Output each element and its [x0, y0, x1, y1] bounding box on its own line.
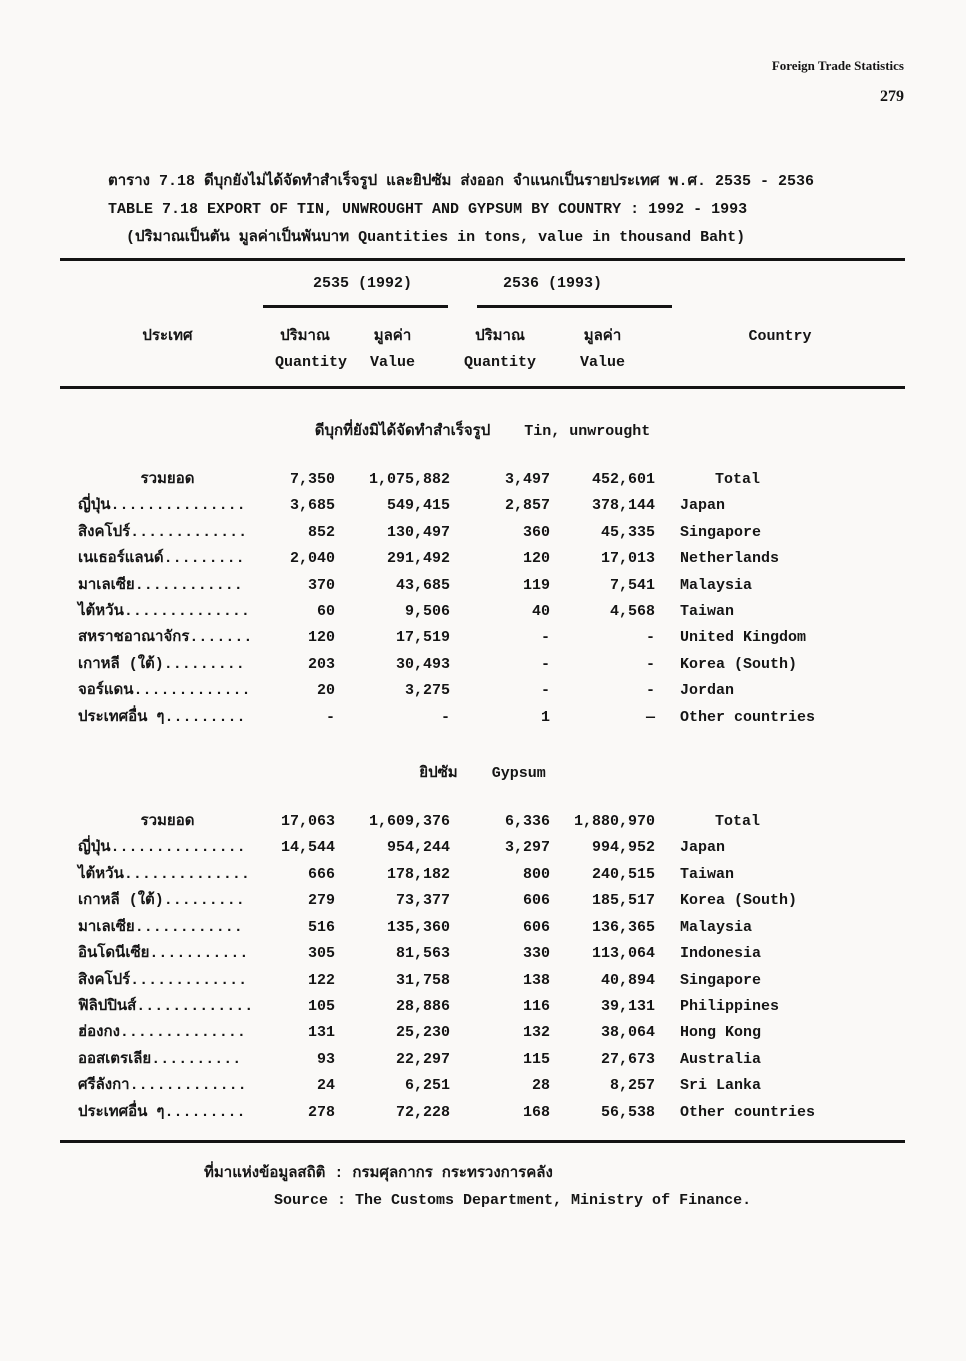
cell-quantity-1992: 131 [307, 1024, 335, 1042]
cell-quantity-1992: 278 [307, 1103, 335, 1121]
cell-country-eng: Other countries [680, 1103, 816, 1121]
year-group-1993: 2536 (1993) [502, 274, 603, 292]
cell-value-1992: 25,230 [395, 1024, 450, 1042]
cell-quantity-1992: 279 [307, 892, 335, 910]
table-row [60, 888, 905, 914]
column-header-quantity-1993 [450, 324, 550, 376]
table-title-english: TABLE 7.18 EXPORT OF TIN, UNWROUGHT AND GYPSUM BY COUNTRY : 1992 - 1993 [108, 201, 748, 218]
table-row [60, 625, 905, 651]
cell-country-eng: United Kingdom [680, 629, 807, 647]
cell-quantity-1993: 40 [531, 603, 550, 621]
table-row [60, 652, 905, 678]
cell-quantity-1993: 606 [522, 892, 550, 910]
cell-quantity-1992: 20 [316, 682, 335, 700]
column-header-country-thai: ประเทศ [142, 328, 193, 345]
cell-country-thai: มาเลเซีย............ [78, 918, 243, 936]
cell-quantity-1993: 116 [522, 997, 550, 1015]
cell-quantity-1992: 105 [307, 997, 335, 1015]
title-block [108, 168, 906, 252]
cell-quantity-1993: 3,297 [504, 839, 550, 857]
cell-value-1993: 240,515 [591, 865, 655, 883]
cell-quantity-1992: 14,544 [280, 839, 335, 857]
table-body [60, 419, 905, 1143]
cell-value-1993: 1,880,970 [573, 813, 655, 831]
year-header-row [60, 261, 905, 305]
cell-quantity-1993: 360 [522, 523, 550, 541]
cell-country-eng: Total [715, 813, 761, 831]
cell-country-eng: Taiwan [680, 603, 735, 621]
cell-value-1992: 291,492 [386, 550, 450, 568]
section-tin [60, 419, 905, 731]
cell-value-1993: - [645, 655, 655, 673]
cell-country-eng: Japan [680, 497, 726, 515]
year-group-underline [477, 305, 672, 308]
table-row [60, 994, 905, 1020]
section-title-eng: Gypsum [491, 765, 546, 783]
cell-country-thai: มาเลเซีย............ [78, 576, 243, 594]
cell-value-1993: 113,064 [591, 945, 655, 963]
cell-country-eng: Jordan [680, 682, 735, 700]
cell-country-eng: Hong Kong [680, 1024, 762, 1042]
cell-country-thai: ประเทศอื่น ๆ......... [78, 708, 246, 726]
cell-value-1993: 40,894 [600, 971, 655, 989]
table-row [60, 546, 905, 572]
table-row [60, 705, 905, 731]
cell-country-eng: Singapore [680, 971, 762, 989]
value-label-thai: มูลค่า [373, 328, 412, 345]
cell-country-thai: อินโดนีเซีย........... [78, 945, 249, 963]
cell-value-1993: 4,568 [609, 603, 655, 621]
table-title-thai: ตาราง 7.18 ดีบุกยังไม่ได้จัดทำสำเร็จรูป และยิปซัม ส่งออก จำแนกเป็นรายประเทศ พ.ศ. 2535 - 2536 [108, 173, 814, 190]
cell-country-thai: สหราชอาณาจักร....... [78, 629, 253, 647]
cell-value-1992: 22,297 [395, 1050, 450, 1068]
cell-value-1992: 72,228 [395, 1103, 450, 1121]
section-title-eng: Tin, unwrought [524, 423, 651, 440]
cell-quantity-1993: 138 [522, 971, 550, 989]
cell-quantity-1993: 132 [522, 1024, 550, 1042]
cell-country-eng: Sri Lanka [680, 1077, 762, 1095]
cell-value-1993: 56,538 [600, 1103, 655, 1121]
cell-value-1992: 9,506 [404, 603, 450, 621]
cell-value-1993: 27,673 [600, 1050, 655, 1068]
section-rows-gypsum [60, 809, 905, 1126]
table-row [60, 1100, 905, 1126]
source-thai: ที่มาแห่งข้อมูลสถิติ : กรมศุลกากร กระทรวงการคลัง [204, 1165, 553, 1182]
column-header-row [60, 308, 905, 389]
cell-quantity-1993: 606 [522, 918, 550, 936]
cell-value-1992: 81,563 [395, 945, 450, 963]
statistics-table [60, 258, 905, 1143]
quantity-label-thai: ปริมาณ [280, 328, 330, 345]
value-label-eng: Value [579, 354, 625, 371]
quantity-label-thai: ปริมาณ [475, 328, 525, 345]
cell-value-1993: 39,131 [600, 997, 655, 1015]
table-row [60, 678, 905, 704]
value-label-eng: Value [369, 354, 415, 371]
table-row [60, 520, 905, 546]
cell-country-eng: Indonesia [680, 945, 762, 963]
cell-country-thai: ไต้หวัน.............. [78, 603, 250, 621]
cell-value-1992: 549,415 [386, 497, 450, 515]
cell-value-1992: 73,377 [395, 892, 450, 910]
cell-country-eng: Total [715, 471, 761, 488]
cell-country-thai: ฮ่องกง.............. [78, 1024, 246, 1042]
cell-value-1993: 452,601 [591, 471, 655, 488]
cell-quantity-1992: 516 [307, 918, 335, 936]
cell-country-eng: Other countries [680, 708, 816, 726]
cell-quantity-1992: 60 [316, 603, 335, 621]
quantity-label-eng: Quantity [463, 354, 536, 371]
cell-quantity-1993: 2,857 [504, 497, 550, 515]
cell-value-1992: 43,685 [395, 576, 450, 594]
column-header-country-eng: Country [748, 328, 812, 345]
cell-country-thai: ศรีลังกา............. [78, 1077, 247, 1095]
cell-quantity-1992: 852 [307, 523, 335, 541]
table-head [60, 261, 905, 389]
table-row [60, 968, 905, 994]
table-row [60, 862, 905, 888]
cell-country-eng: Korea (South) [680, 892, 798, 910]
cell-country-eng: Malaysia [680, 918, 753, 936]
cell-quantity-1992: 7,350 [289, 471, 335, 488]
cell-country-eng: Malaysia [680, 576, 753, 594]
column-header-quantity-1992 [275, 324, 348, 376]
cell-country-eng: Singapore [680, 523, 762, 541]
cell-quantity-1992: 122 [307, 971, 335, 989]
cell-country-thai: รวมยอด [140, 471, 195, 488]
cell-quantity-1992: 93 [316, 1050, 335, 1068]
cell-quantity-1993: 6,336 [504, 813, 550, 831]
cell-country-thai: เกาหลี (ใต้)......... [78, 892, 245, 910]
cell-value-1992: 3,275 [404, 682, 450, 700]
cell-value-1993: - [645, 629, 655, 647]
year-group-underline [263, 305, 448, 308]
cell-country-eng: Japan [680, 839, 726, 857]
cell-value-1993: 185,517 [591, 892, 655, 910]
cell-value-1992: 31,758 [395, 971, 450, 989]
cell-quantity-1993: - [540, 629, 550, 647]
cell-value-1992: 135,360 [386, 918, 450, 936]
cell-value-1992: 1,609,376 [368, 813, 450, 831]
cell-value-1993: 45,335 [600, 523, 655, 541]
table-row [60, 915, 905, 941]
table-units-note: (ปริมาณเป็นตัน มูลค่าเป็นพันบาท Quantities in tons, value in thousand Baht) [126, 229, 746, 246]
cell-value-1993: — [645, 708, 655, 726]
cell-country-eng: Taiwan [680, 865, 735, 883]
section-title-tin [60, 419, 905, 445]
cell-value-1992: 6,251 [404, 1077, 450, 1095]
section-rows-tin [60, 467, 905, 731]
value-label-thai: มูลค่า [583, 328, 622, 345]
cell-quantity-1992: 305 [307, 945, 335, 963]
cell-country-thai: ญี่ปุ่น............... [78, 839, 246, 857]
cell-quantity-1992: 666 [307, 865, 335, 883]
cell-quantity-1992: - [325, 708, 335, 726]
cell-value-1993: 378,144 [591, 497, 655, 515]
cell-country-thai: ฟิลิปปินส์............. [78, 997, 254, 1015]
section-title-thai: ดีบุกที่ยังมิได้จัดทำสำเร็จรูป [314, 423, 491, 440]
cell-quantity-1993: 1 [540, 708, 550, 726]
running-title: Foreign Trade Statistics [771, 58, 904, 73]
table-row [60, 467, 905, 493]
source-english: Source : The Customs Department, Ministry of Finance. [274, 1192, 752, 1209]
cell-value-1992: 178,182 [386, 865, 450, 883]
cell-value-1992: 1,075,882 [368, 471, 450, 488]
cell-value-1992: 130,497 [386, 523, 450, 541]
cell-country-thai: ประเทศอื่น ๆ......... [78, 1103, 246, 1121]
cell-value-1992: 28,886 [395, 997, 450, 1015]
column-header-value-1992 [335, 324, 450, 376]
section-title-thai: ยิปซัม [419, 765, 458, 783]
cell-country-thai: รวมยอด [140, 813, 195, 831]
cell-country-eng: Philippines [680, 997, 780, 1015]
cell-quantity-1993: 800 [522, 865, 550, 883]
cell-value-1993: - [645, 682, 655, 700]
cell-quantity-1993: - [540, 655, 550, 673]
table-row [60, 573, 905, 599]
cell-country-thai: เนเธอร์แลนด์......... [78, 550, 245, 568]
table-row [60, 809, 905, 835]
year-group-1992: 2535 (1992) [312, 274, 413, 292]
cell-value-1993: 136,365 [591, 918, 655, 936]
cell-quantity-1992: 370 [307, 576, 335, 594]
section-title-gypsum [60, 761, 905, 787]
page-number: 279 [880, 88, 904, 105]
cell-quantity-1992: 203 [307, 655, 335, 673]
table-row [60, 835, 905, 861]
table-row [60, 599, 905, 625]
cell-quantity-1993: 120 [522, 550, 550, 568]
cell-value-1993: 38,064 [600, 1024, 655, 1042]
cell-quantity-1992: 120 [307, 629, 335, 647]
table-row [60, 1047, 905, 1073]
column-header-value-1993 [550, 324, 655, 376]
cell-quantity-1993: - [540, 682, 550, 700]
cell-quantity-1993: 28 [531, 1077, 550, 1095]
table-row [60, 493, 905, 519]
cell-country-thai: สิงคโปร์............. [78, 523, 248, 541]
cell-value-1992: 17,519 [395, 629, 450, 647]
cell-value-1992: 954,244 [386, 839, 450, 857]
cell-country-eng: Korea (South) [680, 655, 798, 673]
cell-value-1992: 30,493 [395, 655, 450, 673]
cell-country-thai: จอร์แดน............. [78, 682, 251, 700]
table-row [60, 1073, 905, 1099]
cell-country-thai: เกาหลี (ใต้)......... [78, 655, 245, 673]
cell-quantity-1993: 330 [522, 945, 550, 963]
section-gypsum [60, 761, 905, 1126]
cell-value-1993: 994,952 [591, 839, 655, 857]
cell-quantity-1993: 119 [522, 576, 550, 594]
cell-country-thai: ไต้หวัน.............. [78, 865, 250, 883]
table-row [60, 1020, 905, 1046]
cell-country-thai: ออสเตรเลีย.......... [78, 1050, 242, 1068]
cell-country-eng: Netherlands [680, 550, 780, 568]
cell-value-1993: 8,257 [609, 1077, 655, 1095]
cell-country-thai: ญี่ปุ่น............... [78, 497, 246, 515]
table-row [60, 941, 905, 967]
cell-quantity-1992: 24 [316, 1077, 335, 1095]
cell-country-thai: สิงคโปร์............. [78, 971, 248, 989]
cell-quantity-1992: 2,040 [289, 550, 335, 568]
page-header [772, 58, 904, 106]
cell-quantity-1992: 17,063 [280, 813, 335, 831]
cell-value-1993: 17,013 [600, 550, 655, 568]
cell-quantity-1993: 115 [522, 1050, 550, 1068]
cell-value-1993: 7,541 [609, 576, 655, 594]
cell-quantity-1993: 168 [522, 1103, 550, 1121]
cell-value-1992: - [440, 708, 450, 726]
quantity-label-eng: Quantity [275, 354, 348, 371]
cell-quantity-1993: 3,497 [504, 471, 550, 488]
cell-quantity-1992: 3,685 [289, 497, 335, 515]
source-note [204, 1160, 751, 1214]
cell-country-eng: Australia [680, 1050, 762, 1068]
